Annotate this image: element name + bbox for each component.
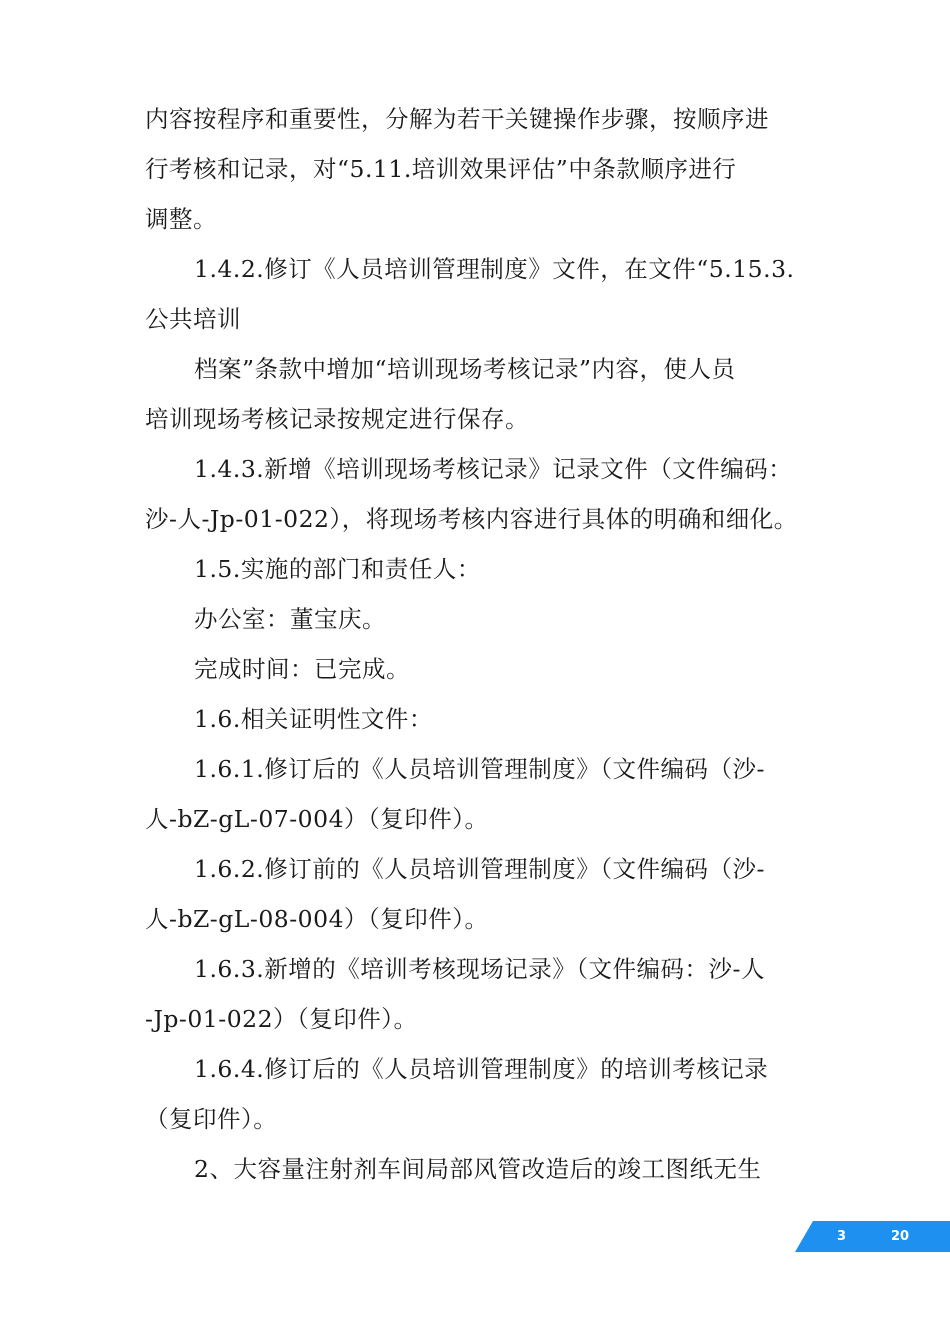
text-line: 1.5.实施的部门和责任人： [194, 555, 481, 583]
text-line: 培训现场考核记录按规定进行保存。 [145, 405, 529, 433]
text-line: 2、大容量注射剂车间局部风管改造后的竣工图纸无生 [194, 1155, 762, 1183]
text-line: 公共培训 [145, 305, 241, 333]
text-line: 行考核和记录，对“5.11.培训效果评估”中条款顺序进行 [145, 155, 737, 183]
text-line: -Jp-01-022）（复印件）。 [145, 1005, 418, 1033]
document-body [145, 94, 825, 1194]
text-line: 内容按程序和重要性，分解为若干关键操作步骤，按顺序进 [145, 105, 769, 133]
text-line: 沙-人-Jp-01-022），将现场考核内容进行具体的明确和细化。 [145, 505, 798, 533]
page-current-number: 3 [837, 1229, 847, 1244]
text-line: 调整。 [145, 205, 217, 233]
text-line: 档案”条款中增加“培训现场考核记录”内容，使人员 [194, 355, 736, 383]
text-line: 人-bZ-gL-07-004）（复印件）。 [145, 805, 489, 833]
text-line: 人-bZ-gL-08-004）（复印件）。 [145, 905, 489, 933]
text-line: 完成时间：已完成。 [194, 655, 410, 683]
text-line: 1.6.1.修订后的《人员培训管理制度》（文件编码（沙- [194, 755, 765, 783]
page-total-number: 20 [891, 1229, 910, 1244]
text-line: 办公室：董宝庆。 [194, 605, 386, 633]
text-line: 1.6.2.修订前的《人员培训管理制度》（文件编码（沙- [194, 855, 765, 883]
text-line: （复印件）。 [145, 1105, 278, 1133]
text-line: 1.6.4.修订后的《人员培训管理制度》的培训考核记录 [194, 1055, 769, 1083]
text-line: 1.6.相关证明性文件： [194, 705, 433, 733]
page-number-badge [795, 1221, 950, 1252]
text-line: 1.6.3.新增的《培训考核现场记录》（文件编码：沙-人 [194, 955, 765, 983]
text-line: 1.4.3.新增《培训现场考核记录》记录文件（文件编码： [194, 455, 793, 483]
page-badge-shape [795, 1221, 950, 1252]
text-line: 1.4.2.修订《人员培训管理制度》文件，在文件“5.15.3. [194, 255, 795, 283]
